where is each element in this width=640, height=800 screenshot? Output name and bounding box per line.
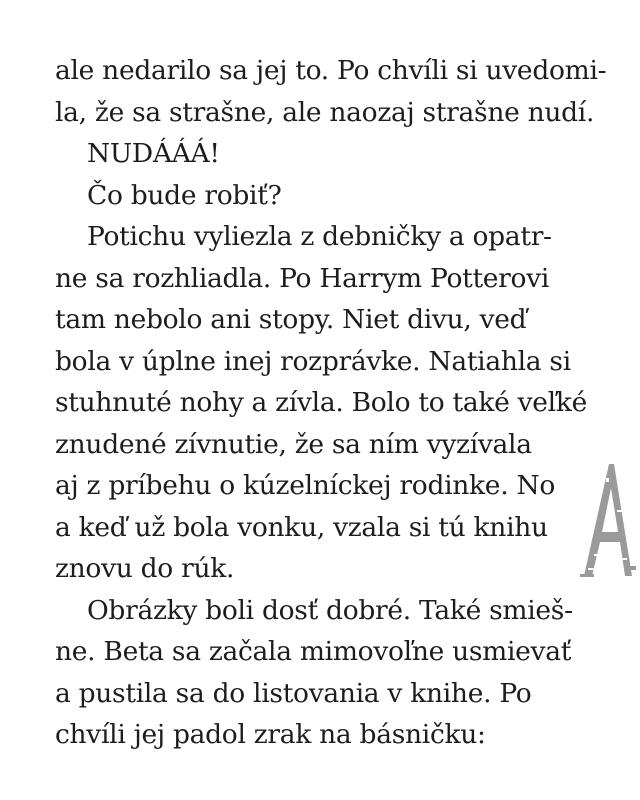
- text-line: la, že sa strašne, ale naozaj strašne nudí.: [55, 96, 595, 128]
- body-text: [55, 50, 615, 756]
- text-line: a keď už bola vonku, vzala si tú knihu: [55, 511, 548, 543]
- text-line: ale nedarilo sa jej to. Po chvíli si uvedomi-: [55, 55, 607, 86]
- text-line: Čo bude robiť?: [87, 179, 282, 211]
- decorative-letter-a-icon: [580, 458, 636, 588]
- text-line: aj z príbehu o kúzelníckej rodinke. No: [55, 470, 555, 501]
- text-line: ne sa rozhliadla. Po Harrym Potterovi: [55, 262, 550, 294]
- text-line: znovu do rúk.: [55, 553, 235, 584]
- text-line: Potichu vyliezla z debničky a opatr-: [87, 221, 552, 252]
- text-line: tam nebolo ani stopy. Niet divu, veď: [55, 304, 527, 335]
- text-line: stuhnuté nohy a zívla. Bolo to také veľké: [55, 387, 587, 418]
- text-line: a pustila sa do listovania v knihe. Po: [55, 677, 532, 709]
- text-line: chvíli jej padol zrak na básničku:: [55, 719, 486, 750]
- text-line: ne. Beta sa začala mimovoľne usmievať: [55, 636, 572, 667]
- text-line: bola v úplne inej rozprávke. Natiahla si: [55, 345, 571, 377]
- text-line: znudené zívnutie, že sa ním vyzívala: [55, 428, 532, 460]
- text-line: NUDÁÁÁ!: [87, 138, 220, 169]
- text-line: Obrázky boli dosť dobré. Také smieš-: [87, 594, 573, 626]
